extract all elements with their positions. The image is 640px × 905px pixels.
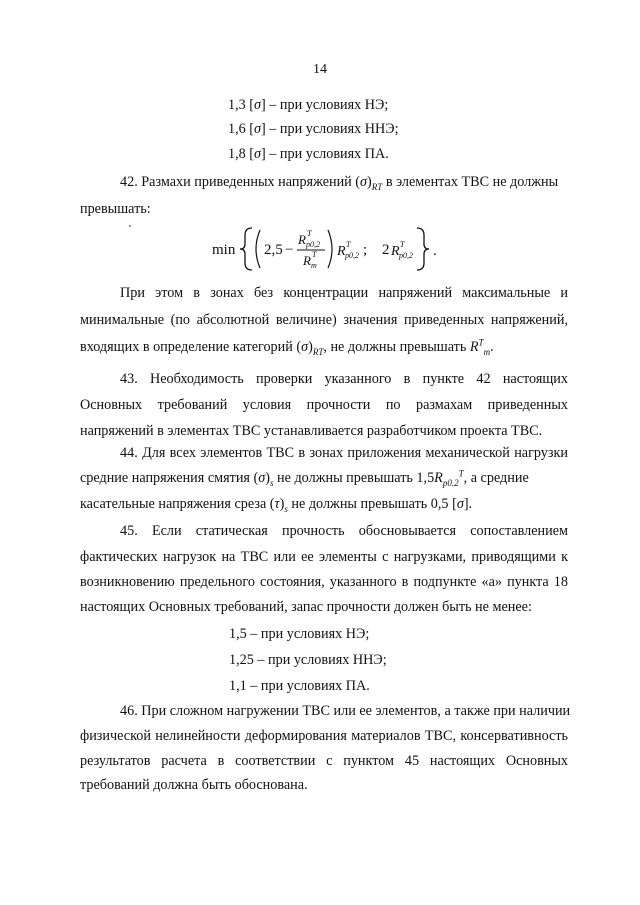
- left-brace: [240, 228, 252, 270]
- frac-num-R: R: [298, 232, 306, 247]
- right-paren: [328, 230, 332, 268]
- p44-line-3: касательные напряжения среза $(\tau)_s$ не должны превышать 0,5 [σ].: [80, 496, 473, 514]
- p43-line-3: напряжений в элементах ТВС устанавливается разработчиком проекта ТВС.: [80, 423, 543, 439]
- formula-semicolon: ;: [363, 242, 368, 258]
- term1-sup: T: [346, 240, 351, 249]
- frac-num-sup: T: [307, 229, 312, 238]
- formula-svg: [212, 224, 442, 274]
- p45-line-4: настоящих Основных требований, запас прочности должен быть не менее:: [80, 599, 532, 615]
- p46-line-1: 46. При сложном нагружении ТВС или ее элементов, а также при наличии: [120, 703, 571, 719]
- p45-line-2: фактических нагрузок на ТВС или ее элементы с нагрузками, приводящими к: [80, 549, 568, 565]
- margin-line-nne: 1,25 – при условиях ННЭ;: [229, 652, 387, 668]
- formula-minus: −: [285, 242, 294, 258]
- frac-den-R: R: [303, 253, 311, 268]
- coef-line-ne: 1,3 [σ] – при условиях НЭ;: [228, 97, 389, 113]
- p45-line-1: 45. Если статическая прочность обосновывается сопоставлением: [120, 523, 568, 539]
- p44-line-1: 44. Для всех элементов ТВС в зонах приложения механической нагрузки: [120, 445, 568, 461]
- frac-den-sub: m: [311, 261, 317, 270]
- p42b-line-1: При этом в зонах без концентрации напряжений максимальные и: [120, 285, 568, 301]
- p46-line-3: результатов расчета в соответствии с пунктом 45 настоящих Основных: [80, 753, 568, 769]
- p44-line-2: средние напряжения смятия $(\sigma)_s$ не должны превышать $1,5R_{p0.2}^T$, а средние: [80, 468, 529, 488]
- frac-den-sup: T: [312, 250, 317, 259]
- term2-sup: T: [400, 240, 405, 249]
- p45-line-3: возникновению предельного состояния, указанного в подпункте «а» пункта 18: [80, 574, 568, 590]
- formula-min: [212, 224, 442, 274]
- p42b-line-3: входящих в определение категорий $(\sigma)_{RT}$, не должны превышать $R^T_m$.: [80, 337, 494, 357]
- p43-line-2: Основных требований условия прочности по размахам приведенных: [80, 397, 568, 413]
- p46-line-4: требований должна быть обоснована.: [80, 777, 308, 793]
- coef-line-nne: 1,6 [σ] – при условиях ННЭ;: [228, 121, 399, 137]
- page-number: 14: [313, 62, 327, 77]
- formula-coef: 2,5: [264, 242, 283, 258]
- frac-num-sub: p0,2: [306, 240, 320, 249]
- formula-period: .: [433, 243, 437, 259]
- p46-line-2: физической нелинейности деформирования материалов ТВС, консервативность: [80, 728, 568, 744]
- coef-line-pa: 1,8 [σ] – при условиях ПА.: [228, 146, 389, 162]
- formula-min-label: min: [212, 242, 236, 258]
- scan-speck: [129, 225, 131, 227]
- term2-sub: p0,2: [399, 251, 413, 260]
- left-paren: [256, 230, 260, 268]
- p42-line-2: превышать:: [80, 201, 151, 217]
- p42b-line-2: минимальные (по абсолютной величине) значения приведенных напряжений,: [80, 312, 568, 328]
- margin-line-pa: 1,1 – при условиях ПА.: [229, 678, 370, 694]
- term2-coef: 2: [382, 242, 390, 258]
- term1-sub: p0,2: [345, 251, 359, 260]
- p43-line-1: 43. Необходимость проверки указанного в пункте 42 настоящих: [120, 371, 568, 387]
- margin-line-ne: 1,5 – при условиях НЭ;: [229, 626, 370, 642]
- term1-R: R: [337, 244, 346, 259]
- p42-line-1: 42. Размахи приведенных напряжений $(\sigma)_{RT}$ в элементах ТВС не должны: [120, 174, 559, 192]
- right-brace: [417, 228, 429, 270]
- term2-R: R: [391, 244, 400, 259]
